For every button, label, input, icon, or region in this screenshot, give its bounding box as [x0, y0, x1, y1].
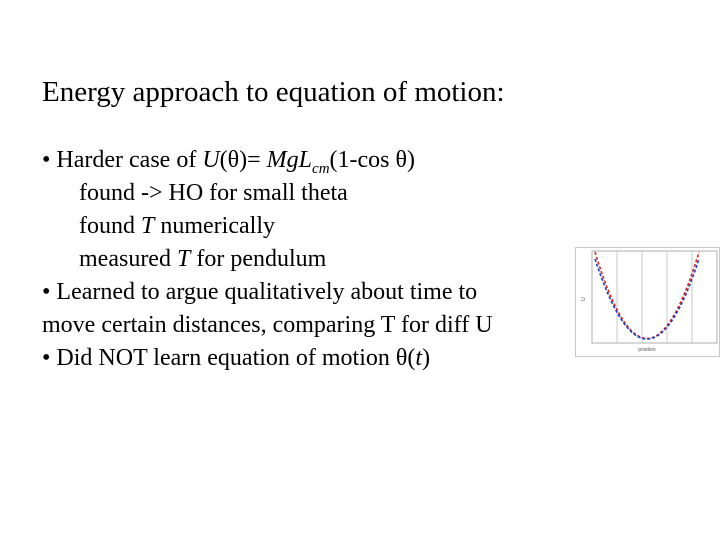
text: found: [79, 213, 141, 239]
symbol-T: T: [141, 213, 155, 239]
potential-energy-plot: [575, 247, 720, 357]
x-axis-label: position: [638, 347, 656, 353]
symbol-L: L: [298, 147, 313, 173]
slide-title: Energy approach to equation of motion:: [42, 76, 505, 108]
subpoint-found-T: [42, 210, 493, 243]
y-axis-label: U: [581, 297, 587, 301]
theta-arg: (θ)=: [219, 147, 267, 173]
bullet-did-not-learn: [42, 342, 493, 375]
subpoint-measured-T: [42, 243, 493, 276]
slide-body: [42, 144, 493, 375]
symbol-Mg: Mg: [266, 147, 299, 173]
text: • Did NOT learn equation of motion θ(: [42, 345, 416, 371]
bullet-text: • Harder case of: [42, 147, 203, 173]
symbol-U: U: [202, 147, 220, 173]
plot-area: [592, 251, 717, 343]
cos-term: (1-cos θ): [329, 147, 415, 173]
text: ): [422, 345, 431, 371]
subpoint-ho-small-theta: found -> HO for small theta: [79, 180, 348, 206]
symbol-T: T: [176, 246, 191, 272]
bullet-learned-line1: • Learned to argue qualitatively about time to: [42, 279, 478, 305]
bullet-harder-case: [42, 144, 493, 177]
text: numerically: [154, 213, 275, 239]
bullet-learned-line2: move certain distances, comparing T for diff U: [42, 312, 493, 338]
text: measured: [79, 246, 177, 272]
subscript-cm: cm: [312, 161, 330, 177]
symbol-t: t: [415, 345, 423, 371]
text: for pendulum: [190, 246, 327, 272]
